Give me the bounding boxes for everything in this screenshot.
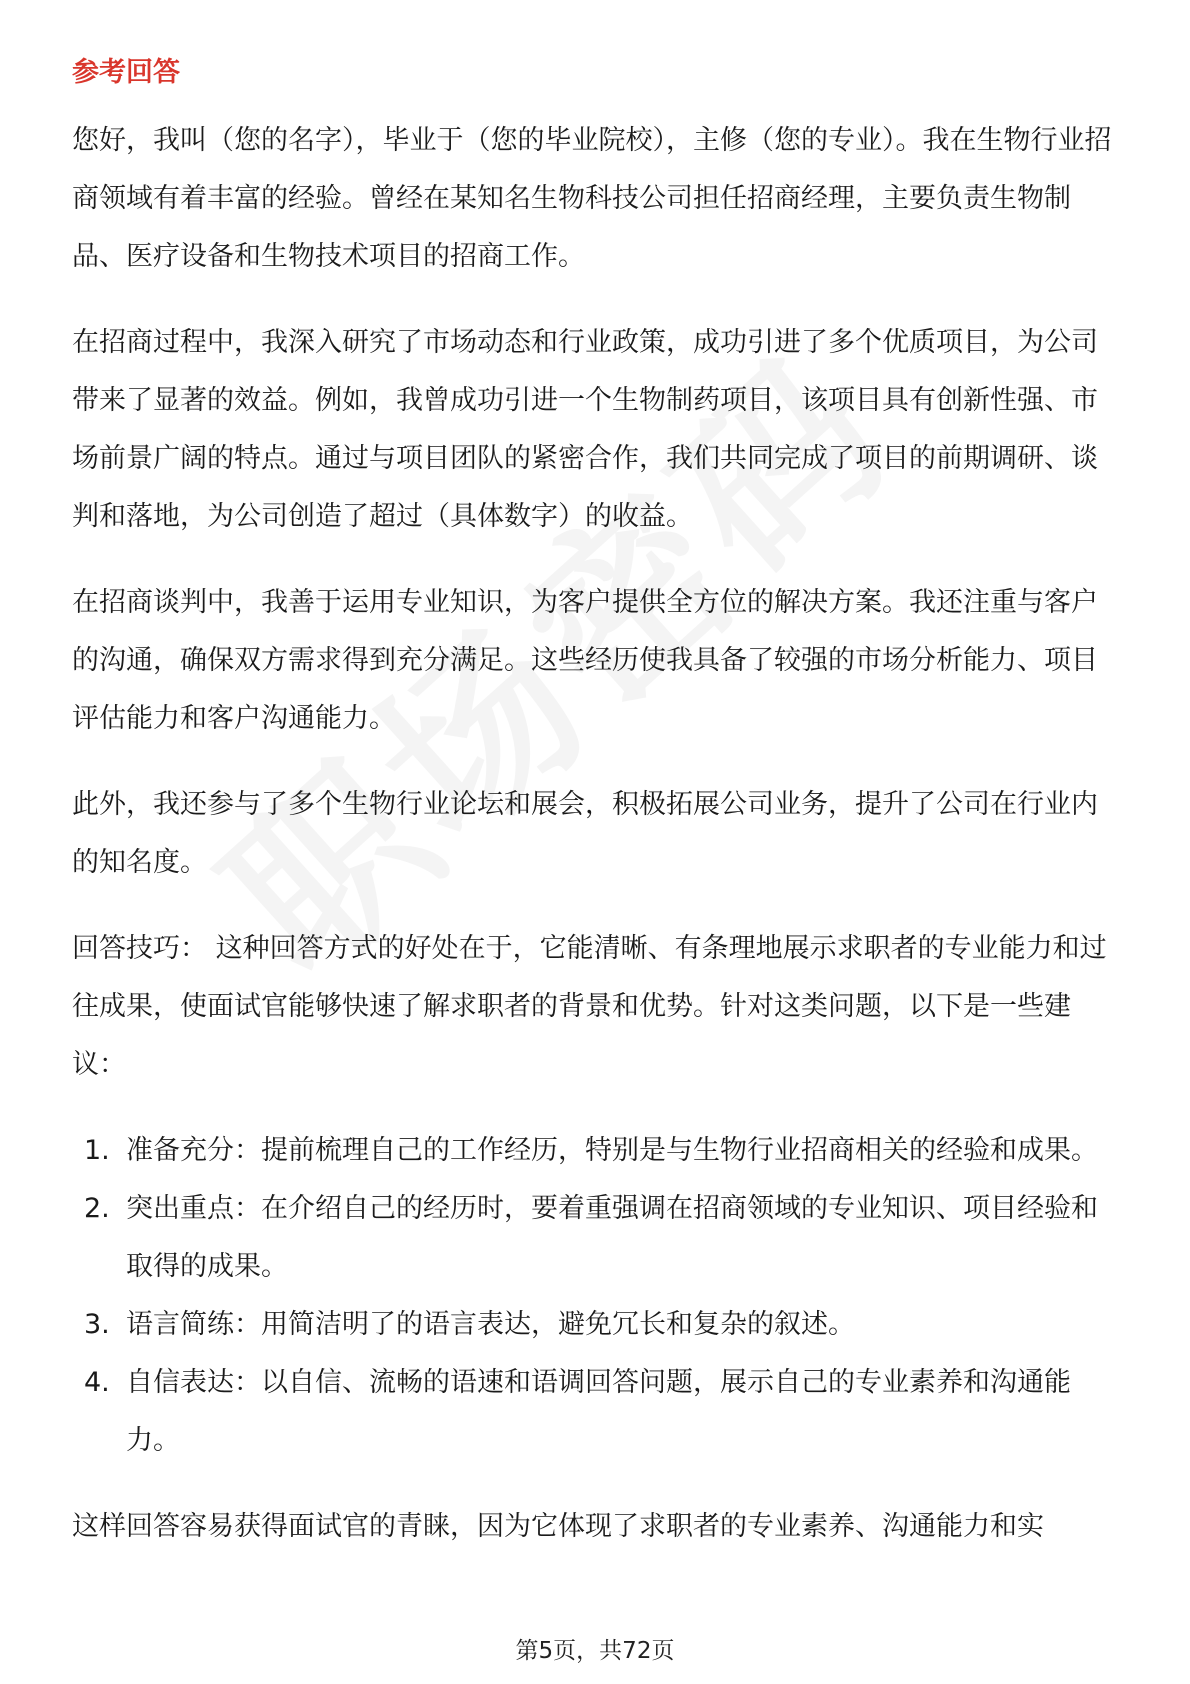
section-heading: 参考回答 (72, 57, 180, 88)
list-item-text: 自信表达：以自信、流畅的语速和语调回答问题，展示自己的专业素养和沟通能力。 (126, 1367, 1071, 1456)
list-item-text: 语言简练：用简洁明了的语言表达，避免冗长和复杂的叙述。 (126, 1309, 855, 1340)
page-number: 第5页，共72页 (515, 1638, 675, 1664)
list-item-text: 突出重点：在介绍自己的经历时，要着重强调在招商领域的专业知识、项目经验和取得的成果。 (126, 1193, 1098, 1282)
closing-paragraph: 这样回答容易获得面试官的青睐，因为它体现了求职者的专业素养、沟通能力和实 (72, 1511, 1044, 1542)
paragraph-process: 在招商过程中，我深入研究了市场动态和行业政策，成功引进了多个优质项目，为公司带来了显著的效益。例如，我曾成功引进一个生物制药项目，该项目具有创新性强、市场前景广阔的特点。通过与项目团队的紧密合作，我们共同完成了项目的前期调研、谈判和落地，为公司创造了超过（具体数字）的收益。 (72, 327, 1098, 532)
list-item (72, 1354, 1124, 1470)
tips-intro: 回答技巧： 这种回答方式的好处在于，它能清晰、有条理地展示求职者的专业能力和过往成果，使面试官能够快速了解求职者的背景和优势。针对这类问题，以下是一些建议： (72, 933, 1107, 1080)
list-item-number: 3. (84, 1309, 110, 1340)
list-item (72, 1296, 1124, 1354)
list-item (72, 1122, 1124, 1180)
paragraph-intro: 您好，我叫（您的名字），毕业于（您的毕业院校），主修（您的专业）。我在生物行业招商领域有着丰富的经验。曾经在某知名生物科技公司担任招商经理，主要负责生物制品、医疗设备和生物技术项目的招商工作。 (72, 125, 1112, 272)
list-item-number: 2. (84, 1193, 110, 1224)
answer-body (72, 112, 1124, 1584)
list-item (72, 1180, 1124, 1296)
list-item-number: 4. (84, 1367, 110, 1398)
list-item-number: 1. (84, 1135, 110, 1166)
paragraph-extra: 此外，我还参与了多个生物行业论坛和展会，积极拓展公司业务，提升了公司在行业内的知名度。 (72, 789, 1098, 878)
list-item-text: 准备充分：提前梳理自己的工作经历，特别是与生物行业招商相关的经验和成果。 (126, 1135, 1098, 1166)
paragraph-negotiation: 在招商谈判中，我善于运用专业知识，为客户提供全方位的解决方案。我还注重与客户的沟通，确保双方需求得到充分满足。这些经历使我具备了较强的市场分析能力、项目评估能力和客户沟通能力。 (72, 587, 1098, 734)
tips-list (72, 1122, 1124, 1470)
